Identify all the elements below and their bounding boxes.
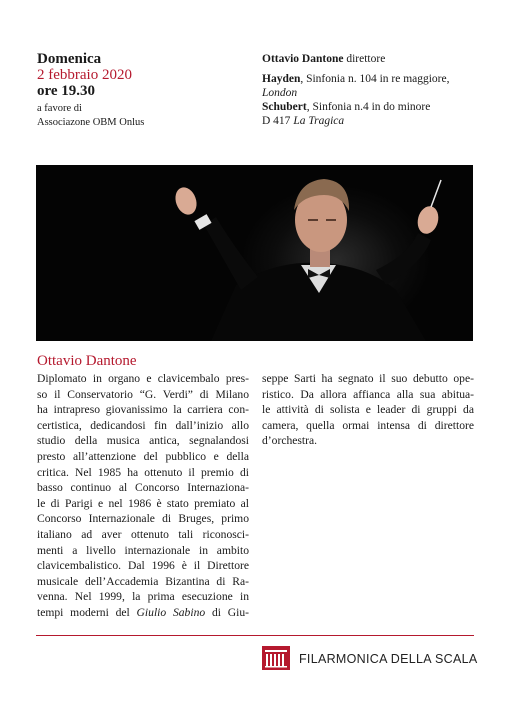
bio-line: clavicembalistico. Dal 1996 è il Direttore: [37, 559, 249, 573]
bio-line: le di Parigi e nel 1986 è stato premiato al: [37, 496, 249, 510]
conductor-role: direttore: [343, 53, 386, 65]
program-works: [262, 72, 502, 128]
conductor-illustration: [36, 165, 473, 341]
work-composer: Schubert: [262, 101, 307, 113]
bio-line: menti a livello internazionale in ambito: [37, 543, 249, 557]
bio-line: seppe Sarti ha segnato il suo debutto ope-: [262, 372, 474, 385]
bio-line: camera, quella ormai intensa di direttore: [262, 418, 474, 432]
program-conductor: [262, 52, 385, 66]
bio-line: critica. Nel 1985 ha ottenuto il premio di: [37, 465, 249, 479]
footer-brand: FILARMONICA DELLA SCALA: [299, 652, 478, 666]
bio-line: Diplomato in organo e clavicembalo pres-: [37, 372, 249, 385]
event-benefit: [37, 102, 144, 130]
bio-line: italiano ad aver ottenuto tali riconosci-: [37, 527, 249, 541]
bio-line: so il Conservatorio “G. Verdi” di Milano: [37, 387, 249, 401]
benefit-line-1: a favore di: [37, 103, 82, 114]
benefit-line-2: Associazone OBM Onlus: [37, 117, 145, 128]
bio-line: presto all’attenzione del pubblico e della: [37, 449, 249, 463]
event-time: ore 19.30: [37, 83, 96, 99]
bio-italic-title: Giulio Sabino: [136, 605, 206, 619]
bio-line: Concorso Internazionale di Bruges, primo: [37, 512, 249, 526]
event-date: 2 febbraio 2020: [37, 67, 132, 83]
event-day: Domenica: [37, 51, 102, 67]
work-hayden: [262, 72, 502, 100]
bio-line: basso continuo al Concorso Internaziona-: [37, 481, 249, 495]
work-subtitle: London: [262, 87, 298, 99]
bio-text: di Giu-: [205, 605, 249, 619]
work-schubert: [262, 100, 502, 128]
bio-line: venna. Nel 1999, la prima esecuzione in: [37, 590, 249, 604]
footer-divider: [36, 635, 474, 636]
bio-line: certistica, dedicandosi fin dall’inizio allo: [37, 418, 249, 432]
work-piece: , Sinfonia n. 104 in re maggiore,: [300, 73, 450, 85]
work-piece: , Sinfonia n.4 in do minore: [306, 101, 431, 113]
bio-title: Ottavio Dantone: [37, 353, 137, 369]
bio-column-2: [262, 371, 474, 449]
bio-line: ristico. Da allora affianca alla sua abitua-: [262, 387, 474, 401]
conductor-name: Ottavio Dantone: [262, 53, 344, 65]
bio-line: studio della musica antica, segnalandosi: [37, 434, 249, 448]
bio-line-last: [37, 605, 249, 621]
bio-line: d’orchestra.: [262, 434, 318, 448]
bio-column-1: [37, 371, 249, 621]
conductor-photo: [36, 165, 473, 341]
bio-line: le attività di solista e leader di gruppi da: [262, 403, 474, 417]
bio-line: musicale dell’Accademia Bizantina di Ra-: [37, 574, 249, 588]
scala-logo-icon: [262, 646, 290, 670]
work-composer: Hayden: [262, 73, 301, 85]
bio-line: ha intrapreso giovanissimo la carriera con-: [37, 403, 249, 417]
work-subtitle: La Tragica: [293, 115, 345, 127]
bio-text: tempi moderni del: [37, 605, 137, 619]
work-catalog: D 417: [262, 115, 294, 127]
